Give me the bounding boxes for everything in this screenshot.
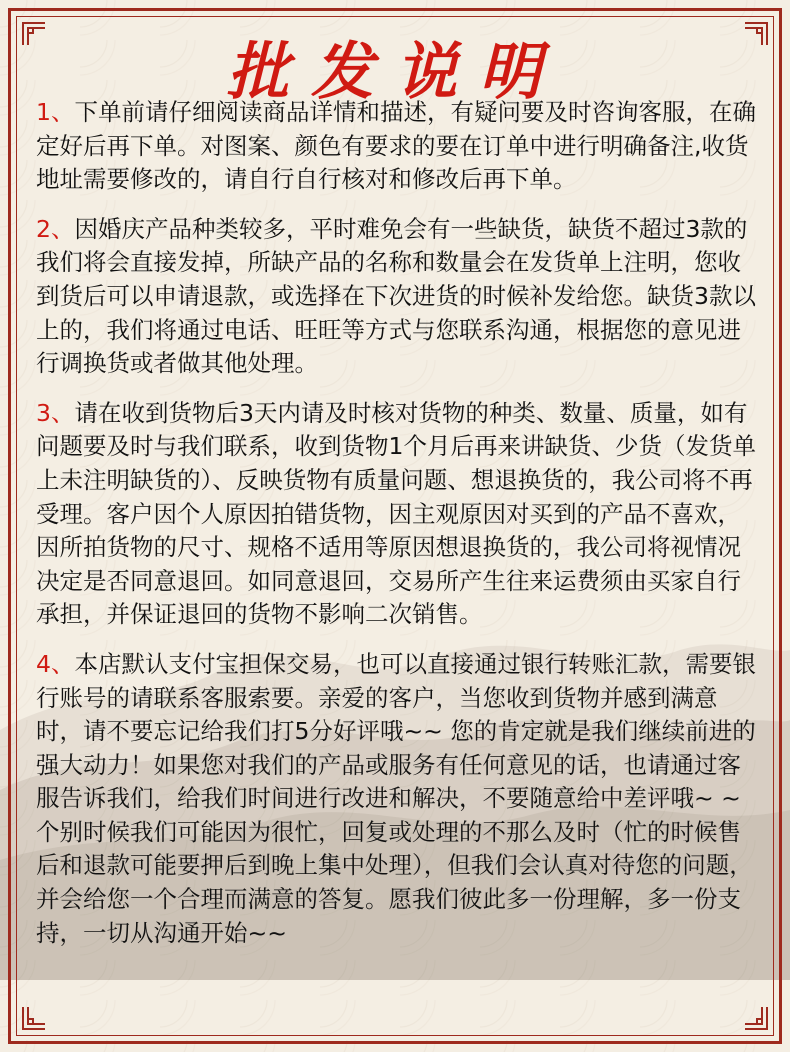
paragraph-number: 4、: [36, 649, 75, 678]
paragraph-text: 下单前请仔细阅读商品详情和描述，有疑问要及时咨询客服，在确定好后再下单。对图案、颜色有要求的要在订单中进行明确备注,收货地址需要修改的，请自行自行核对和修改后再下单。: [36, 98, 756, 194]
corner-ornament-icon: [21, 1005, 47, 1031]
page-title: 批发说明: [226, 35, 563, 108]
terms-paragraph-4: [36, 648, 760, 950]
paragraph-number: 3、: [36, 398, 75, 427]
terms-paragraph-1: [36, 96, 760, 197]
terms-paragraph-2: [36, 213, 760, 381]
terms-content: [36, 96, 760, 966]
paragraph-number: 1、: [36, 98, 75, 126]
paragraph-number: 2、: [36, 214, 75, 243]
paragraph-text: 本店默认支付宝担保交易，也可以直接通过银行转账汇款，需要银行账号的请联系客服索要。亲爱的客户，当您收到货物并感到满意时，请不要忘记给我们打5分好评哦~~ 您的肯定就是我们继续前进的强大动力！如果您对我们的产品或服务有任何意见的话，也请通过客服告诉我们，给我们时间进行改进和解决，不要随意给中差评哦~ ~个别时候我们可能因为很忙，回复或处理的不那么及时（忙的时候售后和退款可能要押后到晚上集中处理），但我们会认真对待您的问题，并会给您一个合理而满意的答复。愿我们彼此多一份理解，多一份支持，一切从沟通开始~~: [36, 649, 756, 947]
terms-paragraph-3: [36, 397, 760, 632]
paragraph-text: 请在收到货物后3天内请及时核对货物的种类、数量、质量，如有问题要及时与我们联系，收到货物1个月后再来讲缺货、少货（发货单上未注明缺货的）、反映货物有质量问题、想退换货的，我公司将不再受理。客户因个人原因拍错货物，因主观原因对买到的产品不喜欢，因所拍货物的尺寸、规格不适用等原因想退换货的，我公司将视情况决定是否同意退回。如同意退回，交易所产生往来运费须由买家自行承担，并保证退回的货物不影响二次销售。: [36, 398, 756, 629]
paragraph-text: 因婚庆产品种类较多，平时难免会有一些缺货，缺货不超过3款的我们将会直接发掉，所缺产品的名称和数量会在发货单上注明，您收到货后可以申请退款，或选择在下次进货的时候补发给您。缺货3款以上的，我们将通过电话、旺旺等方式与您联系沟通，根据您的意见进行调换货或者做其他处理。: [36, 214, 756, 378]
corner-ornament-icon: [743, 1005, 769, 1031]
